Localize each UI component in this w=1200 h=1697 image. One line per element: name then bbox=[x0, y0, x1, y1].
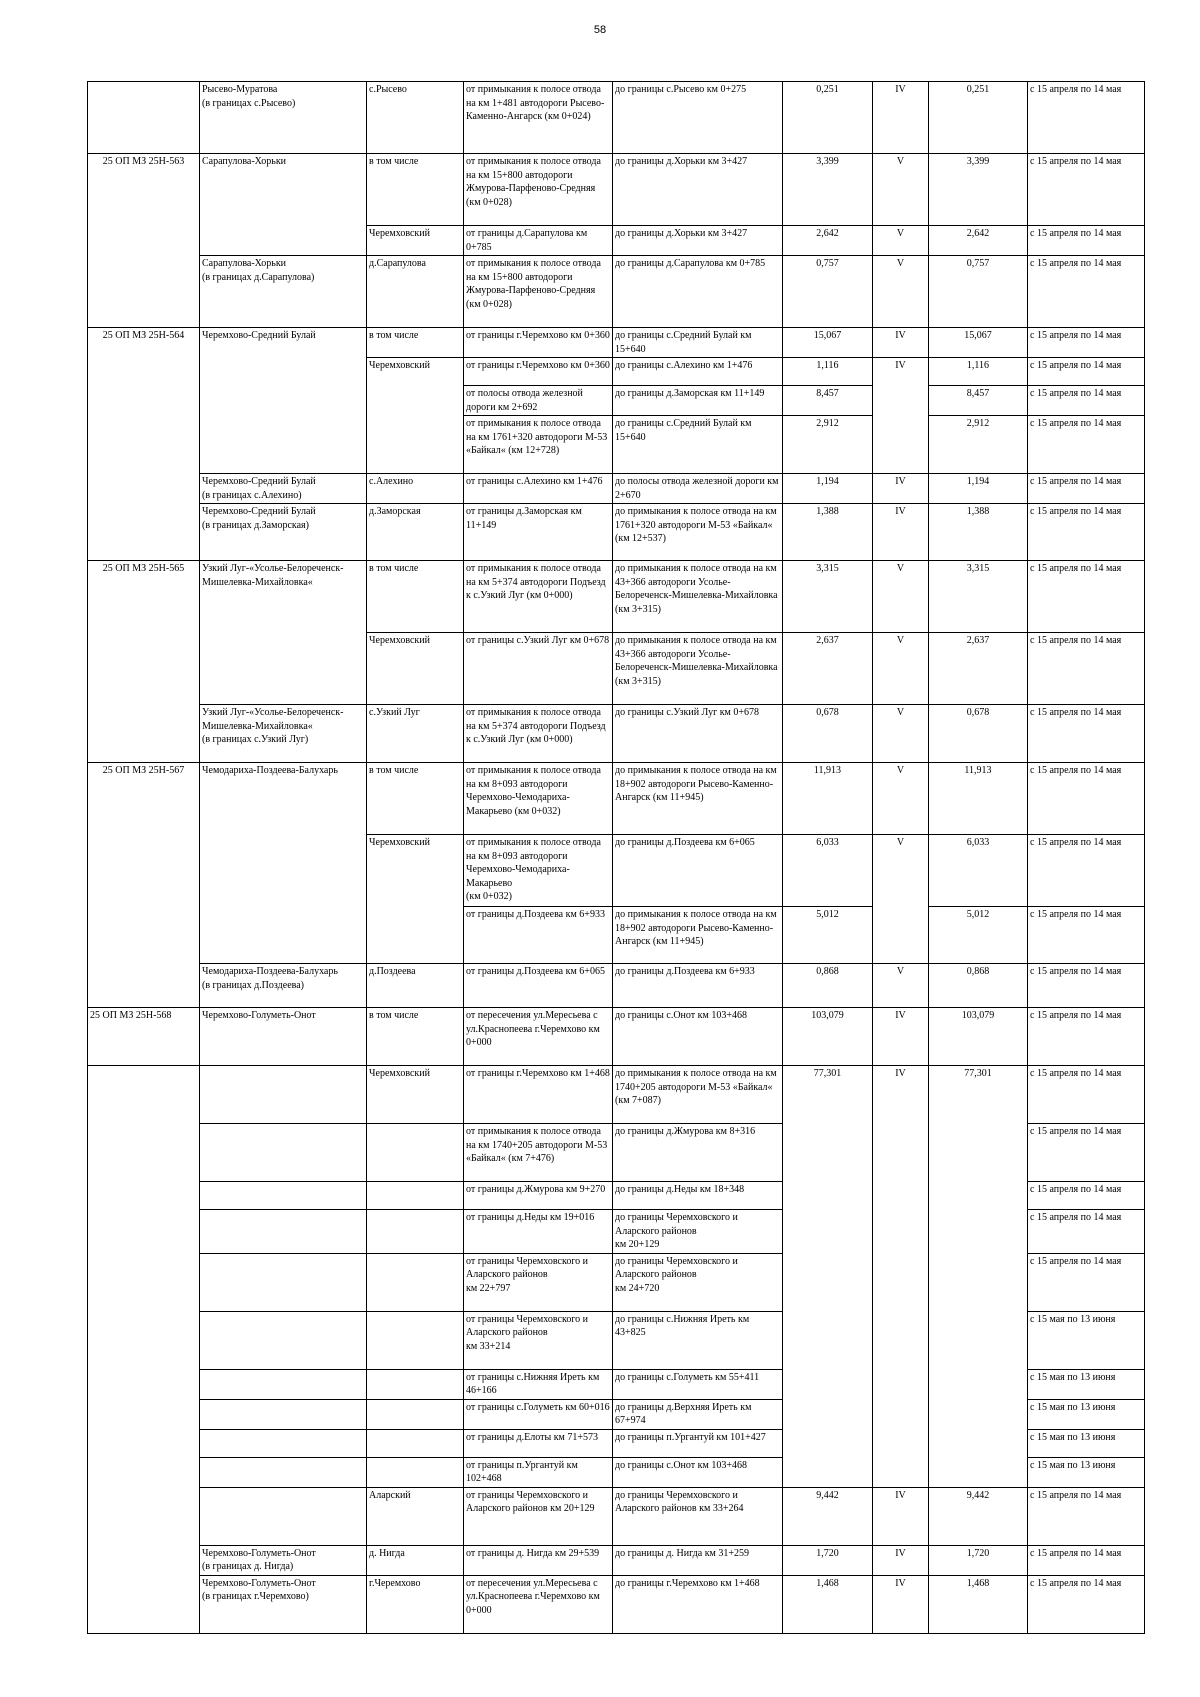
from-point: от примыкания к полосе отвода на км 15+800 автодороги Жмурова-Парфеново-Средняя (км 0+028) bbox=[464, 154, 613, 226]
to-point: до границы д.Заморская км 11+149 bbox=[613, 386, 783, 416]
settlement: Черемховский bbox=[367, 1066, 464, 1124]
road-code: 25 ОП МЗ 25Н-567 bbox=[88, 763, 200, 1008]
restriction-period: с 15 апреля по 14 мая bbox=[1028, 1124, 1145, 1182]
page-number: 58 bbox=[593, 24, 607, 36]
road-code-cell bbox=[88, 1066, 200, 1634]
from-point: от границы Черемховского и Аларского районов км 33+214 bbox=[464, 1311, 613, 1369]
restriction-period: с 15 апреля по 14 мая bbox=[1028, 1008, 1145, 1066]
to-point: до границы с.Узкий Луг км 0+678 bbox=[613, 705, 783, 763]
road-name-cell bbox=[200, 1124, 367, 1182]
to-point: до границы Черемховского и Аларского районов км 20+129 bbox=[613, 1210, 783, 1254]
length-restricted: 0,678 bbox=[929, 705, 1028, 763]
road-name: Черемхово-Средний Булай bbox=[200, 328, 367, 474]
settlement-cell bbox=[367, 1369, 464, 1399]
restriction-period: с 15 апреля по 14 мая bbox=[1028, 1575, 1145, 1633]
to-point: до границы д.Верхняя Иреть км 67+974 bbox=[613, 1399, 783, 1429]
to-point: до полосы отвода железной дороги км 2+670 bbox=[613, 474, 783, 504]
from-point: от границы д.Поздеева км 6+933 bbox=[464, 907, 613, 964]
settlement-cell bbox=[367, 1210, 464, 1254]
settlement: д.Заморская bbox=[367, 504, 464, 561]
road-category: IV bbox=[873, 474, 929, 504]
restriction-period: с 15 апреля по 14 мая bbox=[1028, 1182, 1145, 1210]
road-name: Чемодариха-Поздеева-Балухарь (в границах д.Поздеева) bbox=[200, 964, 367, 1008]
road-category: V bbox=[873, 256, 929, 328]
road-name: Узкий Луг-«Усолье-Белореченск-Мишелевка-Михайловка« (в границах с.Узкий Луг) bbox=[200, 705, 367, 763]
settlement: в том числе bbox=[367, 561, 464, 633]
road-code: 25 ОП МЗ 25Н-568 bbox=[88, 1008, 200, 1066]
road-name-cell bbox=[200, 1311, 367, 1369]
length-restricted: 0,868 bbox=[929, 964, 1028, 1008]
length-total: 0,251 bbox=[783, 82, 873, 154]
road-name: Узкий Луг-«Усолье-Белореченск-Мишелевка-Михайловка« bbox=[200, 561, 367, 705]
restriction-period: с 15 апреля по 14 мая bbox=[1028, 386, 1145, 416]
length-restricted: 2,912 bbox=[929, 416, 1028, 474]
restriction-period: с 15 апреля по 14 мая bbox=[1028, 763, 1145, 835]
length-total: 3,315 bbox=[783, 561, 873, 633]
road-category: IV bbox=[873, 1066, 929, 1488]
from-point: от границы Черемховского и Аларского районов км 20+129 bbox=[464, 1487, 613, 1545]
settlement: в том числе bbox=[367, 763, 464, 835]
road-name-cell bbox=[200, 1369, 367, 1399]
length-restricted: 77,301 bbox=[929, 1066, 1028, 1488]
from-point: от полосы отвода железной дороги км 2+692 bbox=[464, 386, 613, 416]
from-point: от границы д.Поздеева км 6+065 bbox=[464, 964, 613, 1008]
road-name-cell bbox=[200, 1182, 367, 1210]
road-category: V bbox=[873, 633, 929, 705]
road-code-cell bbox=[88, 82, 200, 154]
to-point: до примыкания к полосе отвода на км 18+902 автодороги Рысево-Каменно-Ангарск (км 11+945) bbox=[613, 907, 783, 964]
from-point: от границы с.Узкий Луг км 0+678 bbox=[464, 633, 613, 705]
to-point: до границы с.Онот км 103+468 bbox=[613, 1457, 783, 1487]
from-point: от примыкания к полосе отвода на км 5+374 автодороги Подъезд к с.Узкий Луг (км 0+000) bbox=[464, 705, 613, 763]
table-row bbox=[88, 1008, 1145, 1066]
settlement: с.Алехино bbox=[367, 474, 464, 504]
road-category: IV bbox=[873, 1008, 929, 1066]
roads-table bbox=[87, 81, 1145, 1634]
table-row bbox=[88, 964, 1145, 1008]
road-name-cell bbox=[200, 1066, 367, 1124]
road-category: IV bbox=[873, 358, 929, 474]
to-point: до границы с.Средний Булай км 15+640 bbox=[613, 328, 783, 358]
road-code: 25 ОП МЗ 25Н-565 bbox=[88, 561, 200, 763]
settlement: с.Узкий Луг bbox=[367, 705, 464, 763]
road-name-cell bbox=[200, 1487, 367, 1545]
to-point: до границы д. Нигда км 31+259 bbox=[613, 1545, 783, 1575]
length-total: 9,442 bbox=[783, 1487, 873, 1545]
restriction-period: с 15 апреля по 14 мая bbox=[1028, 1487, 1145, 1545]
from-point: от границы д.Сарапулова км 0+785 bbox=[464, 226, 613, 256]
length-restricted: 0,757 bbox=[929, 256, 1028, 328]
length-restricted: 2,642 bbox=[929, 226, 1028, 256]
length-restricted: 1,116 bbox=[929, 358, 1028, 386]
table-row bbox=[88, 154, 1145, 226]
from-point: от границы г.Черемхово км 0+360 bbox=[464, 358, 613, 386]
restriction-period: с 15 апреля по 14 мая bbox=[1028, 226, 1145, 256]
road-category: IV bbox=[873, 1545, 929, 1575]
length-restricted: 0,251 bbox=[929, 82, 1028, 154]
length-restricted: 3,315 bbox=[929, 561, 1028, 633]
road-category: V bbox=[873, 705, 929, 763]
table-row bbox=[88, 1575, 1145, 1633]
length-restricted: 1,388 bbox=[929, 504, 1028, 561]
from-point: от границы д.Заморская км 11+149 bbox=[464, 504, 613, 561]
length-total: 1,194 bbox=[783, 474, 873, 504]
to-point: до границы д.Неды км 18+348 bbox=[613, 1182, 783, 1210]
length-restricted: 103,079 bbox=[929, 1008, 1028, 1066]
from-point: от примыкания к полосе отвода на км 1761+320 автодороги М-53 «Байкал« (км 12+728) bbox=[464, 416, 613, 474]
length-total: 103,079 bbox=[783, 1008, 873, 1066]
road-name-cell bbox=[200, 1457, 367, 1487]
restriction-period: с 15 мая по 13 июня bbox=[1028, 1429, 1145, 1457]
to-point: до границы д.Хорьки км 3+427 bbox=[613, 154, 783, 226]
road-name: Черемхово-Средний Булай (в границах с.Алехино) bbox=[200, 474, 367, 504]
road-name: Сарапулова-Хорьки (в границах д.Сарапулова) bbox=[200, 256, 367, 328]
length-total: 0,757 bbox=[783, 256, 873, 328]
from-point: от границы Черемховского и Аларского районов км 22+797 bbox=[464, 1253, 613, 1311]
settlement: в том числе bbox=[367, 1008, 464, 1066]
road-category: IV bbox=[873, 1575, 929, 1633]
table-row bbox=[88, 1066, 1145, 1124]
settlement-cell bbox=[367, 1253, 464, 1311]
length-restricted: 1,194 bbox=[929, 474, 1028, 504]
to-point: до границы Черемховского и Аларского районов км 24+720 bbox=[613, 1253, 783, 1311]
road-category: V bbox=[873, 835, 929, 964]
settlement: в том числе bbox=[367, 154, 464, 226]
settlement: Черемховский bbox=[367, 226, 464, 256]
restriction-period: с 15 апреля по 14 мая bbox=[1028, 561, 1145, 633]
length-total: 3,399 bbox=[783, 154, 873, 226]
from-point: от примыкания к полосе отвода на км 8+093 автодороги Черемхово-Чемодариха-Макарьево (км 0+032) bbox=[464, 763, 613, 835]
length-total: 0,868 bbox=[783, 964, 873, 1008]
to-point: до примыкания к полосе отвода на км 43+366 автодороги Усолье-Белореченск-Мишелевка-Михайловка (км 3+315) bbox=[613, 561, 783, 633]
settlement: с.Рысево bbox=[367, 82, 464, 154]
to-point: до границы г.Черемхово км 1+468 bbox=[613, 1575, 783, 1633]
settlement: Черемховский bbox=[367, 358, 464, 474]
restriction-period: с 15 мая по 13 июня bbox=[1028, 1399, 1145, 1429]
table-row bbox=[88, 763, 1145, 835]
from-point: от пересечения ул.Мересьева с ул.Краснопеева г.Черемхово км 0+000 bbox=[464, 1008, 613, 1066]
to-point: до примыкания к полосе отвода на км 43+366 автодороги Усолье-Белореченск-Мишелевка-Михайловка (км 3+315) bbox=[613, 633, 783, 705]
restriction-period: с 15 апреля по 14 мая bbox=[1028, 633, 1145, 705]
road-code: 25 ОП МЗ 25Н-564 bbox=[88, 328, 200, 561]
length-total: 1,116 bbox=[783, 358, 873, 386]
restriction-period: с 15 апреля по 14 мая bbox=[1028, 358, 1145, 386]
settlement: Черемховский bbox=[367, 633, 464, 705]
road-category: V bbox=[873, 154, 929, 226]
settlement-cell bbox=[367, 1399, 464, 1429]
settlement: д.Поздеева bbox=[367, 964, 464, 1008]
from-point: от границы г.Черемхово км 1+468 bbox=[464, 1066, 613, 1124]
length-total: 2,637 bbox=[783, 633, 873, 705]
settlement-cell bbox=[367, 1311, 464, 1369]
road-name: Черемхово-Средний Булай (в границах д.Заморская) bbox=[200, 504, 367, 561]
settlement-cell bbox=[367, 1457, 464, 1487]
to-point: до примыкания к полосе отвода на км 18+902 автодороги Рысево-Каменно-Ангарск (км 11+945) bbox=[613, 763, 783, 835]
to-point: до границы с.Рысево км 0+275 bbox=[613, 82, 783, 154]
restriction-period: с 15 мая по 13 июня bbox=[1028, 1457, 1145, 1487]
from-point: от границы д.Елоты км 71+573 bbox=[464, 1429, 613, 1457]
settlement-cell bbox=[367, 1429, 464, 1457]
table-row bbox=[88, 1545, 1145, 1575]
road-category: V bbox=[873, 964, 929, 1008]
from-point: от границы с.Алехино км 1+476 bbox=[464, 474, 613, 504]
to-point: до примыкания к полосе отвода на км 1740+205 автодороги М-53 «Байкал« (км 7+087) bbox=[613, 1066, 783, 1124]
to-point: до границы с.Нижняя Иреть км 43+825 bbox=[613, 1311, 783, 1369]
table-row bbox=[88, 328, 1145, 358]
restriction-period: с 15 апреля по 14 мая bbox=[1028, 82, 1145, 154]
to-point: до границы с.Средний Булай км 15+640 bbox=[613, 416, 783, 474]
length-restricted: 9,442 bbox=[929, 1487, 1028, 1545]
length-restricted: 8,457 bbox=[929, 386, 1028, 416]
settlement: Черемховский bbox=[367, 835, 464, 964]
to-point: до границы п.Ургантуй км 101+427 bbox=[613, 1429, 783, 1457]
settlement-cell bbox=[367, 1182, 464, 1210]
from-point: от пересечения ул.Мересьева с ул.Краснопеева г.Черемхово км 0+000 bbox=[464, 1575, 613, 1633]
to-point: до границы с.Голуметь км 55+411 bbox=[613, 1369, 783, 1399]
road-category: IV bbox=[873, 328, 929, 358]
restriction-period: с 15 апреля по 14 мая bbox=[1028, 474, 1145, 504]
table-row bbox=[88, 256, 1145, 328]
table-row bbox=[88, 561, 1145, 633]
road-name: Чемодариха-Поздеева-Балухарь bbox=[200, 763, 367, 964]
length-total: 1,388 bbox=[783, 504, 873, 561]
length-restricted: 1,720 bbox=[929, 1545, 1028, 1575]
to-point: до границы д.Поздеева км 6+933 bbox=[613, 964, 783, 1008]
length-total: 15,067 bbox=[783, 328, 873, 358]
length-total: 1,468 bbox=[783, 1575, 873, 1633]
length-restricted: 15,067 bbox=[929, 328, 1028, 358]
road-name-cell bbox=[200, 1210, 367, 1254]
length-restricted: 11,913 bbox=[929, 763, 1028, 835]
table-row bbox=[88, 504, 1145, 561]
table-row bbox=[88, 474, 1145, 504]
from-point: от границы г.Черемхово км 0+360 bbox=[464, 328, 613, 358]
from-point: от примыкания к полосе отвода на км 1+481 автодороги Рысево-Каменно-Ангарск (км 0+024) bbox=[464, 82, 613, 154]
road-name-cell bbox=[200, 1253, 367, 1311]
table-row bbox=[88, 1487, 1145, 1545]
to-point: до границы д.Жмурова км 8+316 bbox=[613, 1124, 783, 1182]
table-row bbox=[88, 705, 1145, 763]
length-restricted: 1,468 bbox=[929, 1575, 1028, 1633]
length-total: 0,678 bbox=[783, 705, 873, 763]
road-category: V bbox=[873, 561, 929, 633]
length-total: 1,720 bbox=[783, 1545, 873, 1575]
length-restricted: 2,637 bbox=[929, 633, 1028, 705]
restriction-period: с 15 апреля по 14 мая bbox=[1028, 328, 1145, 358]
table-row bbox=[88, 82, 1145, 154]
road-name: Сарапулова-Хорьки bbox=[200, 154, 367, 256]
road-category: V bbox=[873, 226, 929, 256]
road-code: 25 ОП МЗ 25Н-563 bbox=[88, 154, 200, 328]
restriction-period: с 15 апреля по 14 мая bbox=[1028, 907, 1145, 964]
settlement: в том числе bbox=[367, 328, 464, 358]
road-category: IV bbox=[873, 1487, 929, 1545]
length-restricted: 6,033 bbox=[929, 835, 1028, 907]
from-point: от примыкания к полосе отвода на км 15+800 автодороги Жмурова-Парфеново-Средняя (км 0+028) bbox=[464, 256, 613, 328]
to-point: до границы с.Алехино км 1+476 bbox=[613, 358, 783, 386]
from-point: от границы с.Голуметь км 60+016 bbox=[464, 1399, 613, 1429]
restriction-period: с 15 мая по 13 июня bbox=[1028, 1369, 1145, 1399]
length-restricted: 5,012 bbox=[929, 907, 1028, 964]
restriction-period: с 15 апреля по 14 мая bbox=[1028, 256, 1145, 328]
settlement: г.Черемхово bbox=[367, 1575, 464, 1633]
restriction-period: с 15 апреля по 14 мая bbox=[1028, 1210, 1145, 1254]
length-total: 2,642 bbox=[783, 226, 873, 256]
from-point: от границы д.Неды км 19+016 bbox=[464, 1210, 613, 1254]
restriction-period: с 15 апреля по 14 мая bbox=[1028, 154, 1145, 226]
length-total: 5,012 bbox=[783, 907, 873, 964]
road-name: Черемхово-Голуметь-Онот (в границах д. Нигда) bbox=[200, 1545, 367, 1575]
restriction-period: с 15 апреля по 14 мая bbox=[1028, 964, 1145, 1008]
settlement: д. Нигда bbox=[367, 1545, 464, 1575]
road-name: Черемхово-Голуметь-Онот (в границах г.Черемхово) bbox=[200, 1575, 367, 1633]
restriction-period: с 15 мая по 13 июня bbox=[1028, 1311, 1145, 1369]
length-total: 8,457 bbox=[783, 386, 873, 416]
to-point: до границы Черемховского и Аларского районов км 33+264 bbox=[613, 1487, 783, 1545]
to-point: до границы д.Сарапулова км 0+785 bbox=[613, 256, 783, 328]
length-total: 6,033 bbox=[783, 835, 873, 907]
to-point: до границы д.Хорьки км 3+427 bbox=[613, 226, 783, 256]
settlement: Аларский bbox=[367, 1487, 464, 1545]
road-category: V bbox=[873, 763, 929, 835]
from-point: от границы д. Нигда км 29+539 bbox=[464, 1545, 613, 1575]
restriction-period: с 15 апреля по 14 мая bbox=[1028, 1545, 1145, 1575]
restriction-period: с 15 апреля по 14 мая bbox=[1028, 835, 1145, 907]
to-point: до примыкания к полосе отвода на км 1761+320 автодороги М-53 «Байкал« (км 12+537) bbox=[613, 504, 783, 561]
length-total: 77,301 bbox=[783, 1066, 873, 1488]
restriction-period: с 15 апреля по 14 мая bbox=[1028, 705, 1145, 763]
length-total: 11,913 bbox=[783, 763, 873, 835]
settlement: д.Сарапулова bbox=[367, 256, 464, 328]
to-point: до границы д.Поздеева км 6+065 bbox=[613, 835, 783, 907]
length-restricted: 3,399 bbox=[929, 154, 1028, 226]
road-name: Черемхово-Голуметь-Онот bbox=[200, 1008, 367, 1066]
from-point: от границы п.Ургантуй км 102+468 bbox=[464, 1457, 613, 1487]
settlement-cell bbox=[367, 1124, 464, 1182]
from-point: от примыкания к полосе отвода на км 1740+205 автодороги М-53 «Байкал« (км 7+476) bbox=[464, 1124, 613, 1182]
road-name: Рысево-Муратова (в границах с.Рысево) bbox=[200, 82, 367, 154]
road-name-cell bbox=[200, 1399, 367, 1429]
from-point: от примыкания к полосе отвода на км 8+093 автодороги Черемхово-Чемодариха-Макарьево (км 0+032) bbox=[464, 835, 613, 907]
road-category: IV bbox=[873, 504, 929, 561]
restriction-period: с 15 апреля по 14 мая bbox=[1028, 1253, 1145, 1311]
length-total: 2,912 bbox=[783, 416, 873, 474]
road-category: IV bbox=[873, 82, 929, 154]
to-point: до границы с.Онот км 103+468 bbox=[613, 1008, 783, 1066]
from-point: от границы д.Жмурова км 9+270 bbox=[464, 1182, 613, 1210]
restriction-period: с 15 апреля по 14 мая bbox=[1028, 416, 1145, 474]
road-name-cell bbox=[200, 1429, 367, 1457]
restriction-period: с 15 апреля по 14 мая bbox=[1028, 1066, 1145, 1124]
restriction-period: с 15 апреля по 14 мая bbox=[1028, 504, 1145, 561]
from-point: от границы с.Нижняя Иреть км 46+166 bbox=[464, 1369, 613, 1399]
from-point: от примыкания к полосе отвода на км 5+374 автодороги Подъезд к с.Узкий Луг (км 0+000) bbox=[464, 561, 613, 633]
